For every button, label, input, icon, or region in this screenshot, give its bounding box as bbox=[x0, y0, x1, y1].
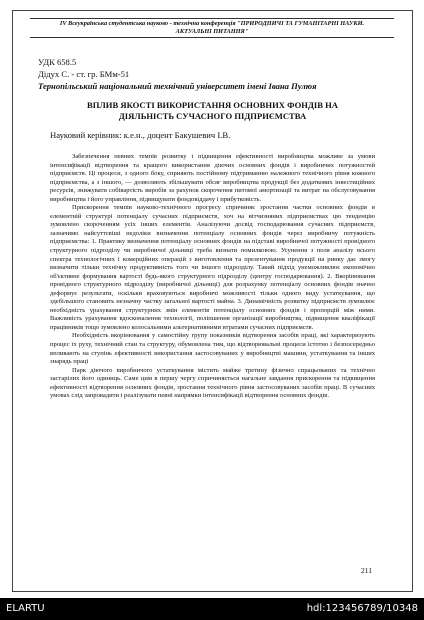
page-number: 211 bbox=[361, 566, 372, 575]
udc-code: УДК 658.5 bbox=[38, 57, 77, 67]
paragraph: Прискорення темпів науково-технічного прогресу спричиняє зростання частки основних фондів в елементній структурі потенціалу сучасних підприємств, хоч на вітчизняних підприємствах цю тенденцію зумовлено скороченням усіх інших елементів. Аналізуючи досвід господарювання сучасних підприємств, зазначимо найсуттєвіші недоліки визначення потенціалу основних фондів через виробничу потужність підприємства: 1. Практику визначення потенціалу основних фондів на підставі виробничої потужності провідного структурного підрозділу чи виробничої дільниці треба визнати помилковою. Усунення з поля аналізу всього спектра технологічних і комерційних операцій з виготовлення та презентування продукції на ринку дає змогу визначити тільки технічну продуктивність того чи іншого підрозділу. Такий підхід унеможливлює економічно об'єктивне формування вартості будь-якого структурного підрозділу (центру господарювання). 2. Вкорінювання провідного структурного підрозділу (виробничої дільниці) для розрахунку потенціалу основних фондів значно деформує результати, оскільки враховуються виробничі можливості тільки одного виду устаткування, що здебільшого становить незначну частку загальної вартості майна. 3. Динамічність розвитку підприємств зумовлює необхідність урахування структурних змін елементів потенціалу основних фондів і пропорцій між ними. Важливість урахування вдосконалення технології, поліпшення організації виробництва, підвищення кваліфікації працівників тощо зумовлено колосальними альтернативними втратами сучасних підприємств. bbox=[50, 204, 375, 331]
paper-title-line-2: ДІЯЛЬНІСТЬ СУЧАСНОГО ПІДПРИЄМСТВА bbox=[118, 111, 307, 121]
paragraph: Парк діючого виробничого устаткування містить майже третину фізично спрацьованих та технічно застарілих його одиниць. Саме цим в першу чергу спричиняється нагальне завдання прискорення та підвищення ефективності відтворення основних фондів, зростання технічного рівня застосовуваних засобів праці. В сучасних умовах слід запровадити і реалізувати певні напрямки інтенсифікації відтворення основних фондів. bbox=[50, 366, 375, 400]
paper-title bbox=[40, 100, 385, 122]
supervisor-line: Науковий керівник: к.е.н., доцент Бакушевич І.В. bbox=[50, 130, 231, 140]
paragraph: Забезпечення певних темпів розвитку і підвищення ефективності виробництва можливе за умови інтенсифікації відтворення та кращого використання діючих основних фондів і виробничих потужностей підприємств. Ці процеси, з одного боку, сприяють постійному підтриманню належного технічного рівня кожного підприємства, а з іншого, — дозволяють збільшувати обсяг виробництва продукції без додаткових інвестиційних ресурсів, знижувати собівартість виробів за рахунок скорочення питомої амортизації та витрат на обслуговування виробництва і його управління, підвищувати фондовіддачу і прибутковість. bbox=[50, 153, 375, 203]
body-text bbox=[50, 153, 375, 401]
handle-identifier[interactable]: hdl:123456789/10348 bbox=[306, 603, 418, 614]
conference-header-line-2: АКТУАЛЬНІ ПИТАННЯ" bbox=[175, 27, 249, 35]
author-line: Дідух С. - ст. гр. БМм-51 bbox=[38, 69, 130, 79]
paragraph: Необхідність вкорінювання у самостійну групу показників відтворення засобів праці, які характеризують процес їх руху, технічний стан та структуру, обумовлена тим, що відтворювальні процеси істотно і безпосередньо впливають на ступінь ефективності використання застосовуваних у виробництві машини, устаткування та інших знарядь праці bbox=[50, 332, 375, 366]
university-line: Тернопільський національний технічний університет імені Івана Пулюя bbox=[38, 81, 317, 91]
repository-name[interactable]: ELARTU bbox=[6, 603, 45, 614]
repository-footer bbox=[0, 598, 424, 620]
conference-header bbox=[30, 18, 394, 38]
paper-title-line-1: ВПЛИВ ЯКОСТІ ВИКОРИСТАННЯ ОСНОВНИХ ФОНДІВ НА bbox=[86, 100, 339, 110]
conference-header-line-1: IV Всеукраїнська студентська науково - технічна конференція "ПРИРОДНИЧІ ТА ГУМАНІТАРНІ НАУКИ. bbox=[59, 20, 365, 27]
